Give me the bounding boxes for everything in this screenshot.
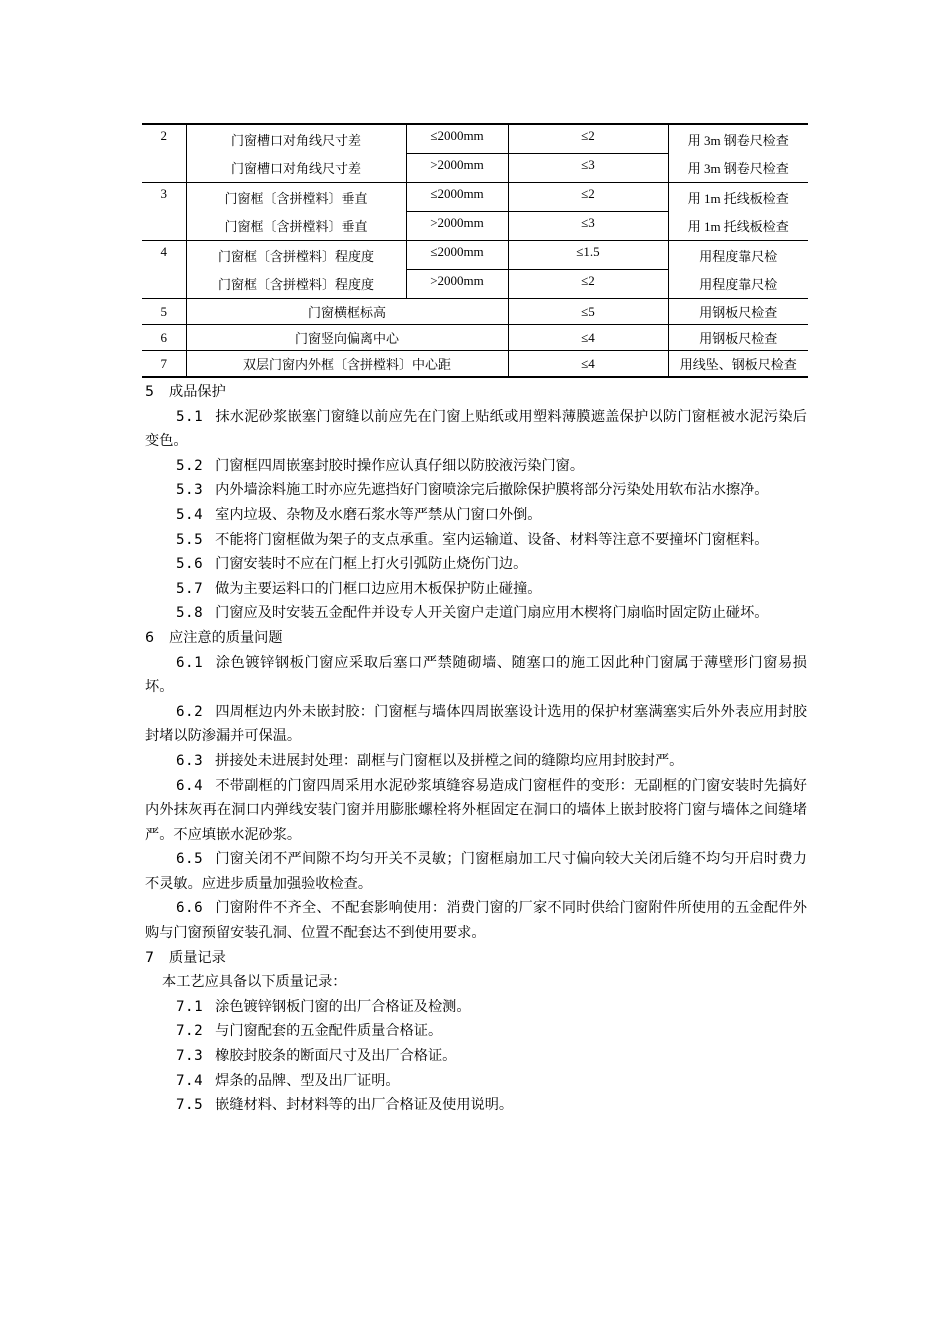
check-method: 用线坠、钢板尺检查 bbox=[668, 351, 808, 378]
paragraph-text: 做为主要运料口的门框口边应用木板保护防止碰撞。 bbox=[215, 580, 542, 597]
row-number: 6 bbox=[142, 325, 186, 351]
item-name: 门窗框〔含拼樘料〕程度度 bbox=[186, 241, 406, 270]
section-7-paragraphs bbox=[145, 995, 807, 1118]
size-range: >2000mm bbox=[406, 212, 508, 241]
paragraph-number: 7.2 bbox=[176, 1023, 204, 1040]
row-number: 5 bbox=[142, 299, 186, 325]
tolerance-table bbox=[142, 123, 808, 378]
section-intro: 本工艺应具备以下质量记录： bbox=[162, 974, 347, 991]
numbered-paragraph bbox=[145, 1093, 807, 1118]
paragraph-text: 抹水泥砂浆嵌塞门窗缝以前应先在门窗上贴纸或用塑料薄膜遮盖保护以防门窗框被水泥污染后变色。 bbox=[145, 408, 807, 450]
section-heading: 7 质量记录 bbox=[145, 949, 226, 966]
numbered-paragraph bbox=[145, 552, 807, 577]
item-name: 门窗竖向偏离中心 bbox=[186, 325, 508, 351]
section-heading: 6 应注意的质量问题 bbox=[145, 629, 283, 646]
item-name: 门窗框〔含拼樘料〕程度度 bbox=[186, 270, 406, 299]
section-5-paragraphs bbox=[145, 405, 807, 626]
tolerance: ≤4 bbox=[508, 351, 668, 378]
numbered-paragraph bbox=[145, 503, 807, 528]
paragraph-number: 6.6 bbox=[176, 900, 204, 917]
numbered-paragraph bbox=[145, 995, 807, 1020]
size-range: >2000mm bbox=[406, 270, 508, 299]
item-name: 门窗槽口对角线尺寸差 bbox=[186, 124, 406, 154]
paragraph-number: 7.1 bbox=[176, 998, 204, 1015]
numbered-paragraph bbox=[145, 749, 807, 774]
paragraph-text: 不带副框的门窗四周采用水泥砂浆填缝容易造成门窗框件的变形：无副框的门窗安装时先搞好内外抹灰再在洞口内弹线安装门窗并用膨胀螺栓将外框固定在洞口的墙体上嵌封胶将门窗与墙体之间缝堵严。不应填嵌水泥砂浆。 bbox=[145, 777, 807, 843]
table-row bbox=[142, 183, 808, 212]
check-method: 用 3m 钢卷尺检查 bbox=[668, 124, 808, 154]
table-row bbox=[142, 351, 808, 378]
size-range: ≤2000mm bbox=[406, 183, 508, 212]
paragraph-text: 不能将门窗框做为架子的支点承重。室内运输道、设备、材料等注意不要撞坏门窗框料。 bbox=[215, 531, 769, 548]
numbered-paragraph bbox=[145, 774, 807, 848]
paragraph-text: 涂色镀锌钢板门窗的出厂合格证及检测。 bbox=[215, 998, 471, 1015]
paragraph-text: 四周框边内外未嵌封胶：门窗框与墙体四周嵌塞设计选用的保护材塞满塞实后外外表应用封胶封堵以防渗漏并可保温。 bbox=[145, 703, 807, 745]
check-method: 用 1m 托线板检查 bbox=[668, 183, 808, 212]
check-method: 用钢板尺检查 bbox=[668, 325, 808, 351]
size-range: >2000mm bbox=[406, 154, 508, 183]
paragraph-text: 涂色镀锌钢板门窗应采取后塞口严禁随砌墙、随塞口的施工因此种门窗属于薄壁形门窗易损坏。 bbox=[145, 654, 807, 696]
table-row bbox=[142, 241, 808, 270]
tolerance: ≤5 bbox=[508, 299, 668, 325]
item-name: 门窗框〔含拼樘料〕垂直 bbox=[186, 183, 406, 212]
table-row bbox=[142, 299, 808, 325]
row-number: 7 bbox=[142, 351, 186, 378]
tolerance: ≤1.5 bbox=[508, 241, 668, 270]
paragraph-number: 5.1 bbox=[176, 408, 204, 425]
numbered-paragraph bbox=[145, 577, 807, 602]
item-name: 门窗横框标高 bbox=[186, 299, 508, 325]
paragraph-text: 与门窗配套的五金配件质量合格证。 bbox=[215, 1023, 443, 1040]
numbered-paragraph bbox=[145, 478, 807, 503]
tolerance: ≤3 bbox=[508, 154, 668, 183]
paragraph-text: 焊条的品牌、型及出厂证明。 bbox=[215, 1072, 400, 1089]
paragraph-number: 6.1 bbox=[176, 654, 204, 671]
paragraph-number: 5.2 bbox=[176, 457, 204, 474]
paragraph-number: 6.4 bbox=[176, 777, 204, 794]
tolerance: ≤3 bbox=[508, 212, 668, 241]
check-method: 用程度靠尺检 bbox=[668, 270, 808, 299]
paragraph-number: 7.4 bbox=[176, 1072, 204, 1089]
paragraph-number: 5.8 bbox=[176, 605, 204, 622]
paragraph-number: 6.3 bbox=[176, 752, 204, 769]
size-range: ≤2000mm bbox=[406, 241, 508, 270]
numbered-paragraph bbox=[145, 700, 807, 749]
table-row bbox=[142, 270, 808, 299]
numbered-paragraph bbox=[145, 651, 807, 700]
paragraph-number: 7.3 bbox=[176, 1048, 204, 1065]
paragraph-text: 门窗框四周嵌塞封胶时操作应认真仔细以防胶液污染门窗。 bbox=[215, 457, 585, 474]
paragraph-number: 5.4 bbox=[176, 506, 204, 523]
paragraph-text: 门窗关闭不严间隙不均匀开关不灵敏；门窗框扇加工尺寸偏向较大关闭后缝不均匀开启时费力不灵敏。应进步质量加强验收检查。 bbox=[145, 851, 807, 892]
numbered-paragraph bbox=[145, 847, 807, 896]
numbered-paragraph bbox=[145, 1019, 807, 1044]
table-row bbox=[142, 325, 808, 351]
paragraph-number: 5.7 bbox=[176, 580, 204, 597]
paragraph-number: 5.3 bbox=[176, 482, 204, 499]
paragraph-text: 橡胶封胶条的断面尺寸及出厂合格证。 bbox=[215, 1048, 457, 1065]
document-body bbox=[145, 380, 807, 1118]
paragraph-number: 6.2 bbox=[176, 703, 204, 720]
row-number: 3 bbox=[142, 183, 186, 241]
paragraph-text: 内外墙涂料施工时亦应先遮挡好门窗喷涂完后撤除保护膜将部分污染处用软布沾水擦净。 bbox=[215, 482, 769, 499]
numbered-paragraph bbox=[145, 896, 807, 945]
table-row bbox=[142, 154, 808, 183]
paragraph-text: 门窗安装时不应在门框上打火引弧防止烧伤门边。 bbox=[215, 556, 528, 573]
check-method: 用 3m 钢卷尺检查 bbox=[668, 154, 808, 183]
numbered-paragraph bbox=[145, 1044, 807, 1069]
check-method: 用程度靠尺检 bbox=[668, 241, 808, 270]
paragraph-text: 嵌缝材料、封材料等的出厂合格证及使用说明。 bbox=[215, 1097, 514, 1114]
paragraph-text: 室内垃圾、杂物及水磨石浆水等严禁从门窗口外倒。 bbox=[215, 506, 542, 523]
numbered-paragraph bbox=[145, 528, 807, 553]
tolerance: ≤2 bbox=[508, 270, 668, 299]
numbered-paragraph bbox=[145, 1069, 807, 1094]
item-name: 门窗框〔含拼樘料〕垂直 bbox=[186, 212, 406, 241]
check-method: 用 1m 托线板检查 bbox=[668, 212, 808, 241]
numbered-paragraph bbox=[145, 601, 807, 626]
size-range: ≤2000mm bbox=[406, 124, 508, 154]
table-row bbox=[142, 124, 808, 154]
paragraph-text: 拼接处未进展封处理：副框与门窗框以及拼樘之间的缝隙均应用封胶封严。 bbox=[215, 752, 684, 769]
section-6-paragraphs bbox=[145, 651, 807, 946]
section-heading: 5 成品保护 bbox=[145, 384, 226, 400]
paragraph-number: 5.6 bbox=[176, 556, 204, 573]
numbered-paragraph bbox=[145, 405, 807, 454]
paragraph-number: 6.5 bbox=[176, 851, 204, 868]
paragraph-text: 门窗应及时安装五金配件并设专人开关窗户走道门扇应用木楔将门扇临时固定防止碰坏。 bbox=[215, 605, 769, 622]
tolerance: ≤2 bbox=[508, 124, 668, 154]
paragraph-number: 7.5 bbox=[176, 1097, 204, 1114]
tolerance: ≤4 bbox=[508, 325, 668, 351]
check-method: 用钢板尺检查 bbox=[668, 299, 808, 325]
numbered-paragraph bbox=[145, 454, 807, 479]
item-name: 门窗槽口对角线尺寸差 bbox=[186, 154, 406, 183]
table-row bbox=[142, 212, 808, 241]
row-number: 2 bbox=[142, 124, 186, 183]
row-number: 4 bbox=[142, 241, 186, 299]
paragraph-number: 5.5 bbox=[176, 531, 204, 548]
item-name: 双层门窗内外框〔含拼樘料〕中心距 bbox=[186, 351, 508, 378]
paragraph-text: 门窗附件不齐全、不配套影响使用：消费门窗的厂家不同时供给门窗附件所使用的五金配件外购与门窗预留安装孔洞、位置不配套达不到使用要求。 bbox=[145, 900, 807, 942]
tolerance: ≤2 bbox=[508, 183, 668, 212]
